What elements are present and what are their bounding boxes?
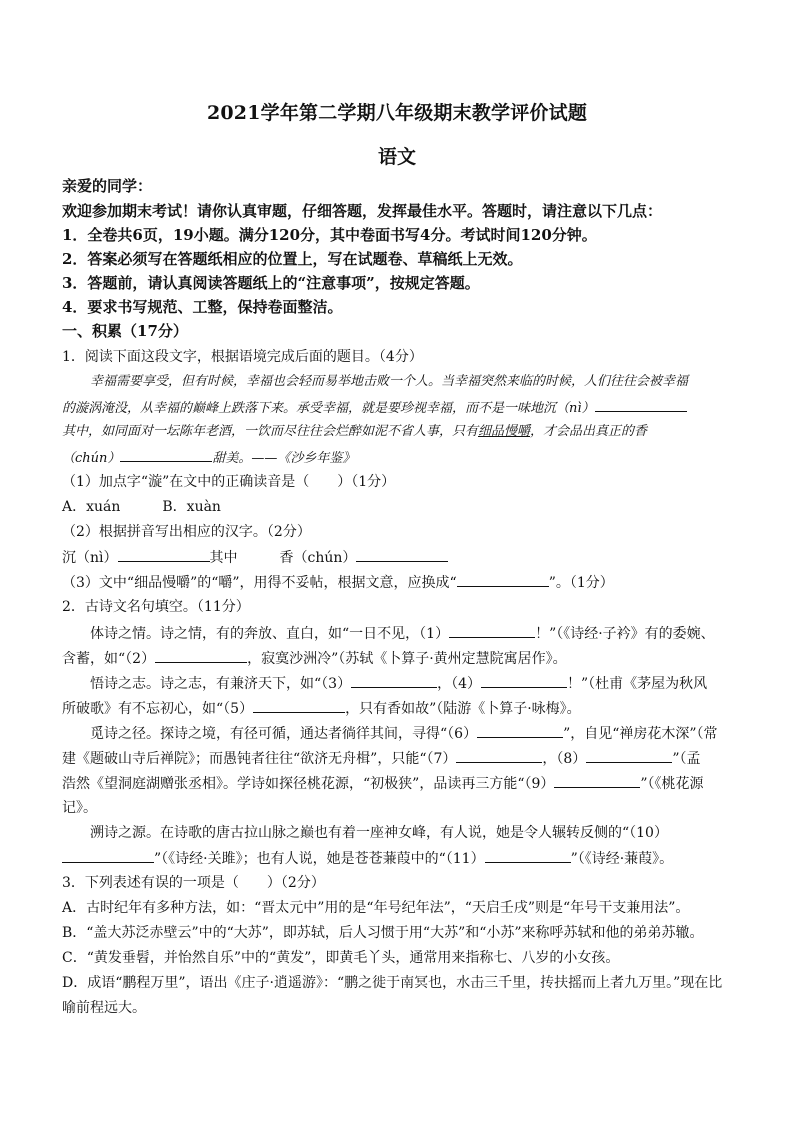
question-1-stem: 1．阅读下面这段文字，根据语境完成后面的题目。（4分） [62, 349, 423, 365]
fill-text: 沉（nì） [62, 550, 118, 566]
poem-line: 溯诗之源。在诗歌的唐古拉山脉之巅也有着一座神女峰，有人说，她是令人辗转反侧的“（10） [90, 825, 668, 841]
poem-text: ”（《诗经·关雎》；也有人说，她是苍苍蒹葭中的“（11） [154, 851, 485, 867]
answer-blank[interactable] [118, 547, 210, 562]
answer-blank[interactable] [456, 748, 542, 763]
answer-blank[interactable] [62, 848, 154, 863]
fill-text: ”。（1分） [548, 575, 614, 591]
answer-blank[interactable] [253, 698, 345, 713]
passage-text: （chún） [62, 451, 121, 466]
poem-line [62, 748, 700, 769]
poem-text: 浩然《望洞庭湖赠张丞相》。学诗如探径桃花源，“初极狭”，品读再三方能“（9） [62, 776, 555, 792]
passage-line [62, 397, 687, 419]
poem-line [90, 723, 718, 744]
sub-question-fill [62, 547, 448, 568]
poem-text: ”（《诗经·蒹葭》。 [570, 851, 674, 867]
answer-blank[interactable] [477, 723, 563, 738]
instruction-item: 1．全卷共6页，19小题。满分120分，其中卷面书写4分。考试时间120分钟。 [62, 226, 597, 244]
answer-options: A．xuán B．xuàn [62, 499, 221, 515]
poem-text: 觅诗之径。探诗之境，有径可循，通达者徜徉其间，寻得“（6） [90, 726, 478, 742]
sub-question: （2）根据拼音写出相应的汉字。（2分） [62, 524, 311, 540]
passage-line [62, 422, 647, 442]
answer-blank[interactable] [457, 572, 549, 587]
passage-text: 其中，如同面对一坛陈年老酒，一饮而尽往往会烂醉如泥不省人事，只有 [62, 424, 479, 439]
poem-text: ”（孟 [672, 751, 701, 767]
passage-text: 甜美。——《沙乡年鉴》 [212, 451, 356, 466]
answer-blank[interactable] [155, 648, 247, 663]
poem-text: 含蓄，如“（2） [62, 651, 156, 667]
poem-line [90, 623, 715, 644]
poem-line: 记》。 [62, 800, 97, 816]
poem-text: ，寂寞沙洲冷”（苏轼《卜算子·黄州定慧院寓居作》。 [247, 651, 567, 667]
poem-line [62, 773, 704, 794]
instruction-item: 3．答题前，请认真阅读答题纸上的“注意事项”，按规定答题。 [62, 274, 480, 292]
passage-text: ，才会品出真正的香 [530, 424, 648, 439]
poem-text: 体诗之情。诗之情，有的奔放、直白，如“一日不见，（1） [90, 626, 450, 642]
answer-blank[interactable] [586, 748, 672, 763]
poem-line [62, 698, 581, 719]
question-3-stem: 3．下列表述有误的一项是（ ）（2分） [62, 875, 325, 891]
poem-text: ，只有香如故”（陆游《卜算子·咏梅》。 [345, 701, 581, 717]
answer-blank[interactable] [485, 848, 571, 863]
poem-text: ，（8） [542, 751, 587, 767]
poem-line [62, 648, 567, 669]
choice-option-a: A．古时纪年有多种方法，如：“晋太元中”用的是“年号纪年法”，“天启壬戌”则是“年号干支兼用法”。 [62, 900, 690, 916]
sub-question-fill [62, 572, 614, 593]
answer-blank[interactable] [356, 547, 448, 562]
sub-question: （1）加点字“漩”在文中的正确读音是（ ）（1分） [62, 474, 396, 490]
passage-text: 的漩涡淹没，从幸福的巅峰上跌落下来。承受幸福，就是要珍视幸福，而不是一味地沉（nì） [62, 401, 595, 416]
poem-text: 悟诗之志。诗之志，有兼济天下，如“（3） [90, 676, 352, 692]
greeting: 亲爱的同学： [62, 177, 153, 195]
fill-text: 其中 香（chún） [209, 550, 357, 566]
answer-blank[interactable] [120, 447, 212, 462]
answer-blank[interactable] [595, 397, 687, 412]
section-heading: 一、积累（17分） [62, 322, 188, 340]
poem-text: ，（4） [437, 676, 481, 692]
poem-text: ”（《桃花源 [640, 776, 704, 792]
passage-line: 幸福需要享受，但有时候，幸福也会轻而易举地击败一个人。当幸福突然来临的时候，人们往往会被幸福 [90, 374, 689, 389]
answer-blank[interactable] [351, 673, 437, 688]
poem-text: ！”（杜甫《茅屋为秋风 [567, 676, 708, 692]
instruction-item: 2．答案必须写在答题纸相应的位置上，写在试题卷、草稿纸上无效。 [62, 250, 523, 268]
welcome-text: 欢迎参加期末考试！请你认真审题，仔细答题，发挥最佳水平。答题时，请注意以下几点： [62, 202, 663, 220]
subject-title: 语文 [377, 146, 416, 168]
poem-text: 建《题破山寺后禅院》；而愚钝者往往“欲济无舟楫”，只能“（7） [62, 751, 457, 767]
choice-option-d: D．成语“鹏程万里”，语出《庄子·逍遥游》：“鹏之徙于南冥也，水击三千里，抟扶摇而上者九万里。”现在比 [62, 975, 723, 991]
poem-text: ”，自见“禅房花木深”（常 [563, 726, 718, 742]
poem-text: 所破歌》有不忘初心，如“（5） [62, 701, 254, 717]
choice-option-d-cont: 喻前程远大。 [62, 1000, 146, 1016]
exam-title: 2021学年第二学期八年级期末教学评价试题 [206, 102, 588, 124]
underlined-phrase: 细品慢嚼 [478, 424, 531, 439]
poem-text: ！”（《诗经·子衿》有的委婉、 [535, 626, 715, 642]
fill-text: （3）文中“细品慢嚼”的“嚼”，用得不妥帖，根据文意，应换成“ [62, 575, 457, 591]
poem-line [90, 673, 707, 694]
choice-option-c: C．“黄发垂髫，并怡然自乐”中的“黄发”，即黄毛丫头，通常用来指称七、八岁的小女孩。 [62, 950, 620, 966]
passage-line [62, 447, 355, 469]
question-2-stem: 2．古诗文名句填空。（11分） [62, 599, 250, 615]
answer-blank[interactable] [449, 623, 535, 638]
choice-option-b: B．“盖大苏泛赤壁云”中的“大苏”，即苏轼，后人习惯于用“大苏”和“小苏”来称呼苏轼和他的弟弟苏辙。 [62, 925, 704, 941]
poem-line [62, 848, 673, 869]
answer-blank[interactable] [554, 773, 640, 788]
instruction-item: 4．要求书写规范、工整，保持卷面整洁。 [62, 298, 343, 316]
answer-blank[interactable] [481, 673, 567, 688]
